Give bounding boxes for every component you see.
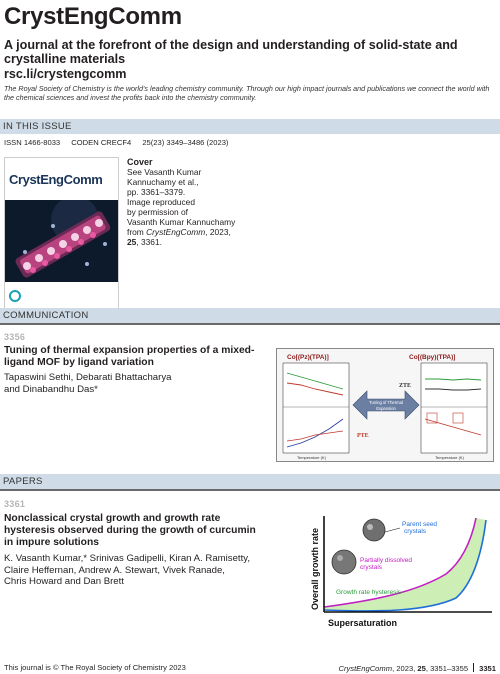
section-in-this-issue: IN THIS ISSUE	[0, 119, 500, 134]
cover-footer	[5, 282, 118, 308]
partial-label-1: Partially dissolved	[360, 557, 413, 564]
journal-title: CrystEngComm	[4, 3, 182, 30]
x-axis-label: Supersaturation	[328, 618, 398, 628]
zte-label: ZTE	[399, 383, 412, 389]
article-title[interactable]: Tuning of thermal expansion properties of a mixed- ligand MOF by ligand variation	[4, 345, 255, 368]
cover-line: Image reproduced	[127, 197, 195, 207]
cover-line: Vasanth Kumar Kannuchamy	[127, 217, 236, 227]
cover-caption	[127, 157, 277, 247]
cover-line: pp. 3361–3379.	[127, 187, 186, 197]
cover-header	[5, 158, 118, 200]
cover-artwork	[5, 200, 119, 286]
journal-tagline: A journal at the forefront of the design and understanding of solid-state and crystalline materials	[4, 38, 458, 66]
papers-graphical-abstract	[296, 512, 494, 632]
article-page-number: 3361	[4, 499, 26, 509]
parent-seed-crystal-icon	[363, 519, 385, 541]
section-rule	[0, 323, 500, 325]
section-communication: COMMUNICATION	[0, 308, 500, 323]
communication-graphical-abstract	[276, 348, 494, 462]
footer-copyright: This journal is © The Royal Society of Chemistry 2023	[4, 663, 186, 672]
cover-line: See Vasanth Kumar	[127, 167, 202, 177]
footer-citation: CrystEngComm, 2023, 25, 3351–3355 3351	[338, 664, 496, 673]
left-x-axis-label: Temperature (K)	[297, 455, 326, 460]
dissolved-crystal-icon	[332, 550, 356, 574]
coden: CODEN CRECF4	[71, 138, 132, 147]
parent-label-2: crystals	[404, 528, 427, 535]
article-page-number: 3356	[4, 332, 26, 342]
cover-line: by permission of	[127, 207, 188, 217]
issue-info	[4, 138, 237, 147]
article-authors: K. Vasanth Kumar,* Srinivas Gadipelli, Kiran A. Ramisetty, Claire Heffernan, Andrew A. Stewart, Vivek Ranade, Chris Howard and Dan Brett	[4, 553, 250, 587]
article-title[interactable]: Nonclassical crystal growth and growth rate hysteresis observed during the growth of curcumin in impure solutions	[4, 513, 256, 548]
y-axis-label: Overall growth rate	[310, 527, 320, 610]
journal-url[interactable]: rsc.li/crystengcomm	[4, 67, 127, 81]
cover-title: CrystEngComm	[9, 172, 103, 187]
rsc-logo-icon	[9, 290, 21, 302]
parent-label-1: Parent seed	[402, 521, 438, 528]
right-compound-label: Co[(Bpy)(TPA)]	[409, 354, 456, 361]
cover-label: Cover	[127, 157, 153, 167]
left-compound-label: Co[(Pz)(TPA)]	[287, 354, 329, 361]
cover-image[interactable]	[4, 157, 119, 309]
section-rule	[0, 489, 500, 491]
volume-pages: 25(23) 3349–3486 (2023)	[142, 138, 229, 147]
cover-line: 25, 3361.	[127, 237, 162, 247]
center-label-1: Tuning of Thermal	[369, 400, 403, 405]
issn: ISSN 1466-8033	[4, 138, 61, 147]
partial-label-2: crystals	[360, 564, 383, 571]
hysteresis-label: Growth rate hysteresis	[336, 589, 402, 596]
section-papers: PAPERS	[0, 474, 500, 489]
journal-blurb: The Royal Society of Chemistry is the world's leading chemistry community. Through our high impact journals and publications we connect the world with the chemical sciences and invest the profits back into the chemistry community.	[4, 84, 490, 102]
article-authors: Tapaswini Sethi, Debarati Bhattacharya and Dinabandhu Das*	[4, 372, 172, 395]
pte-label: PTE	[357, 433, 369, 439]
cover-line: Kannuchamy et al.,	[127, 177, 199, 187]
footer-divider	[473, 663, 474, 672]
footer-page-number: 3351	[479, 664, 496, 673]
center-label-2: Expansion	[376, 406, 396, 411]
cover-line: from CrystEngComm, 2023,	[127, 227, 231, 237]
right-x-axis-label: Temperature (K)	[435, 455, 464, 460]
